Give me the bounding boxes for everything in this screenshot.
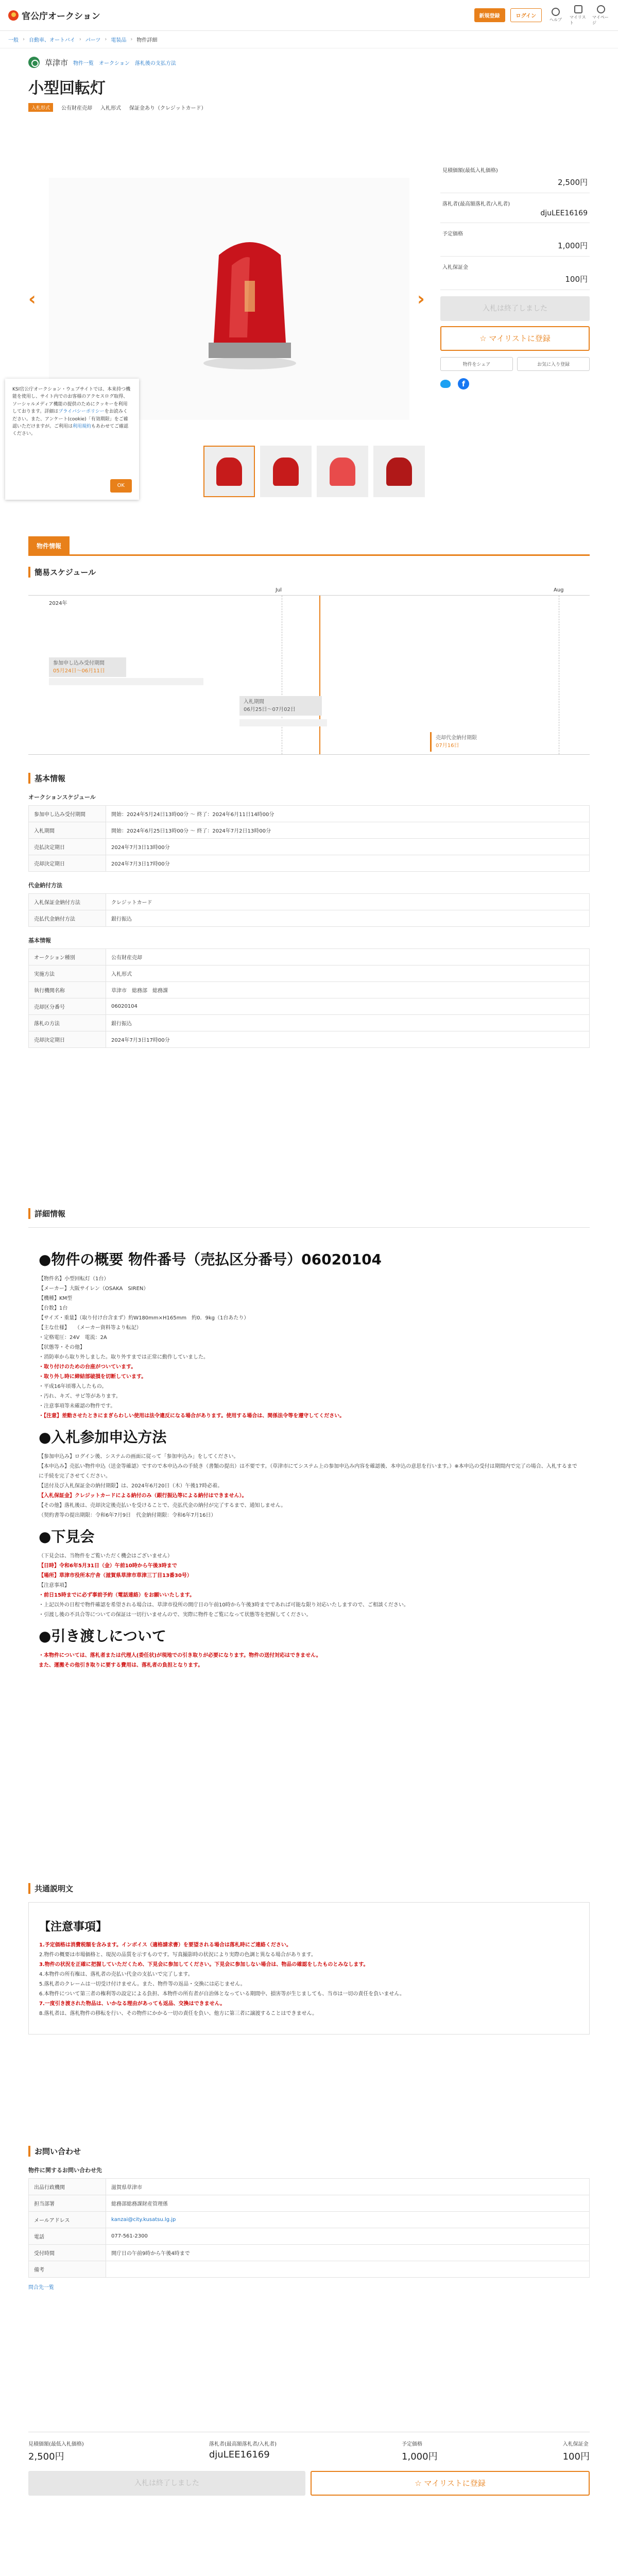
price-column: 落札者(最高額落札者/入札者) djuLEE16169 bbox=[209, 2442, 277, 2460]
tag: 公有財産売却 bbox=[61, 106, 93, 111]
detail-heading: ●物件の概要 物件番号（売払区分番号）06020104 bbox=[39, 1251, 382, 1268]
cookie-ok-button[interactable]: OK bbox=[110, 479, 132, 493]
payment-table: 入札保証金納付方法 クレジットカード 売払代金納付方法 銀行振込 bbox=[28, 893, 590, 927]
breadcrumb-item[interactable]: パーツ bbox=[85, 38, 101, 43]
municipality-items-link[interactable]: 物件一覧 bbox=[73, 60, 94, 66]
tab-bar bbox=[28, 533, 590, 556]
estimate-value: 1,000円 bbox=[558, 241, 588, 250]
thumbnail[interactable] bbox=[260, 446, 312, 497]
auction-type-badge: 入札形式 bbox=[28, 103, 53, 112]
facebook-icon[interactable]: f bbox=[458, 378, 469, 389]
notes-heading: 【注意事項】 bbox=[39, 1921, 108, 1934]
subheading: オークションスケジュール bbox=[28, 794, 96, 801]
basic-info-section bbox=[28, 773, 590, 1048]
mylist-link[interactable]: マイリスト bbox=[570, 5, 587, 26]
page-title: 小型回転灯 bbox=[28, 79, 106, 97]
deposit-value: 100円 bbox=[565, 275, 588, 284]
login-button[interactable]: ログイン bbox=[510, 8, 542, 22]
deposit-label: 入札保証金 bbox=[442, 265, 468, 270]
detail-heading: ●引き渡しについて bbox=[39, 1628, 166, 1645]
header bbox=[0, 0, 618, 31]
winner-label: 落札者(最高額落札者/入札者) bbox=[442, 201, 510, 207]
detail-heading: ●入札参加申込方法 bbox=[39, 1429, 167, 1446]
privacy-policy-link[interactable]: プライバシーポリシー bbox=[58, 409, 105, 415]
section-heading: お問い合わせ bbox=[28, 2146, 590, 2157]
price-column: 予定価格 1,000円 bbox=[402, 2442, 438, 2462]
terms-link[interactable]: 利用規約 bbox=[73, 423, 92, 429]
mypage-icon bbox=[597, 5, 605, 13]
timeline-event-payment: 売却代金納付期限 07月16日 bbox=[430, 732, 481, 752]
start-price-value: 2,500円 bbox=[558, 178, 588, 187]
bid-closed-button: 入札は終了しました bbox=[440, 296, 590, 321]
contact-table: 出品行政機関 滋賀県草津市 担当部署 総務部総務課財産管理係 メールアドレス kanzai@city.kusatsu.lg.jp 電話 077-561-2300 受付時間 開庁日の午前9時から午後4時まで 備考 bbox=[28, 2178, 590, 2278]
detail-body: ●物件の概要 物件番号（売払区分番号）06020104 【物件名】小型回転灯（1台） 【メーカー】大阪サイレン（OSAKA SIREN） 【機種】KM型 【台数】1台 【サイズ・重量】（取り付け台含まず）約W180mm×H165mm 約0．9kg（1台あたり） 【主な仕様】 （メーカー資料等より転記） ・定格電圧：24V 電流：2A 【状態等・その他】 ・消防車から取り外しました。取り外すまでは正常に動作していました。 ・取り付けのための台座がついています。 ・取り外し時に締結部破損を切断しています。 ・平成16年頃導入したもの。 ・汚れ、キズ、サビ等があります。 ・注意事項等未確認の物件です。 ・【注意】差動させたときにまぎらわしい使用は法令違反になる場合があります。使用する場合は、関係法令等を遵守してください。 ●入札参加申込方法 【参加申込み】ログイン後、システムの画面に従って「参加申込み」をしてください。 【本申込み】売払い物件申込（送金等確認）ですので本申込みの手続き（書類の提出）は不要です。（草津市にてシステム上の参加申込み内容を確認後、本申込の意思を行います。）※本申込の受付は期間内で完了の場合、入札するまでに手続を完了させてください。 【送付及び入札保証金の納付期限】は、2024年6月20日（木）午後17時必着。 【入札保証金】クレジットカードによる納付のみ（銀行振込等による納付はできません）。 【その他】落札後は、売却決定後売払いを受けることで、売払代金の納付が完了するまで、通知しません。 （契約書等の提出期限：令和6年7月9日 代金納付期限：令和6年7月16日） ●下見会 （下見会は、当物件をご覧いただく機会はございません） 【日時】令和6年5月31日（金）午前10時から午後3時まで 【場所】草津市役所本庁舎（滋賀県草津市草津三丁目13番30号） 【注意事項】 ・前日15時までに必ず事前予約（電話連絡）をお願いいたします。 ・上記以外の日程で物件確認を希望される場合は、草津市役所の開庁日の午前10時から午後3時までであれば可能な限り対応いたしますので、ご相談ください。 ・引渡し後の不具合等についての保証は一切行いませんので、実際に物件をご覧になって状態等を把握してください。 ●引き渡しについて ・本物件については、落札者または代理人(委任状)が現地での引き取りが必要になります。物件の送付対応はできません。 また、運搬その他引き取りに要する費用は、落札者の負担となります。 bbox=[28, 1227, 590, 1686]
detail-heading: ●下見会 bbox=[39, 1528, 95, 1545]
subheading: 代金納付方法 bbox=[28, 882, 62, 889]
basic-table: オークション種別 公有財産売却 実施方法 入札形式 執行機関名称 草津市 総務部 総務課 売却区分番号 06020104 落札の方法 銀行振込 売却決定期日 2024年7月3日17時00分 bbox=[28, 948, 590, 1048]
timeline-today-marker bbox=[319, 596, 320, 754]
notes-body: 【注意事項】 1.予定価格は消費税額を含みます。インボイス（適格請求書）を要望される場合は落札時にご連絡ください。 2.物件の概要は市場価格と、現況の品質を示すものです。写真撮影時の状況により実際の色調と異なる場合があります。 3.物件の状況を正確に把握していただくため、下見会に参加してください。下見会に参加しない場合は、物品の確認をしたものとみなします。 4.本物件の所有権は、落札者の売払い代金の支払いで完了します。 5.落札者のクレームは一切受け付けません。また、物件等の返品・交換には応じません。 6.本物件について第三者の権利等の設定による負担、本物件の所有者が自治体となっている期間中、損害等が生じましても、当市は一切の責任を負いません。 7.一度引き渡された物品は、いかなる理由があっても返品、交換はできません。 8.落札者は、落札物件の移転を行い、その物件にかかる一切の責任を負い、他方に第三者に譲渡することはできません。 bbox=[28, 1902, 590, 2035]
timeline bbox=[28, 587, 590, 755]
section-heading: 詳細情報 bbox=[28, 1208, 590, 1219]
price-column: 見積価額(最低入札価格) 2,500円 bbox=[28, 2442, 84, 2462]
mypage-link[interactable]: マイページ bbox=[592, 5, 610, 26]
logo-icon bbox=[8, 10, 19, 21]
subheading: 基本情報 bbox=[28, 937, 51, 944]
price-panel bbox=[440, 160, 590, 389]
prev-image-arrow-icon[interactable]: ‹ bbox=[28, 289, 36, 310]
contact-section bbox=[28, 2146, 590, 2291]
winner-value: djuLEE16169 bbox=[540, 209, 588, 217]
breadcrumb-item[interactable]: 電装品 bbox=[111, 38, 127, 43]
contact-list-link[interactable]: 問合先一覧 bbox=[28, 2285, 54, 2291]
twitter-icon[interactable] bbox=[440, 380, 451, 388]
mylist-icon bbox=[574, 5, 582, 13]
contact-email-link[interactable]: kanzai@city.kusatsu.lg.jp bbox=[106, 2212, 590, 2228]
schedule-table: 参加申し込み受付期間 開始：2024年5月24日13時00分 ～ 終了：2024年6月11日14時00分 入札期間 開始：2024年6月25日13時00分 ～ 終了：2024年7月2日13時00分 売払決定期日 2024年7月3日13時00分 売却決定期日 2024年7月3日17時00分 bbox=[28, 805, 590, 872]
tag: 入札形式 bbox=[100, 106, 122, 111]
breadcrumb-current: 物件詳細 bbox=[136, 38, 158, 43]
section-heading: 簡易スケジュール bbox=[28, 567, 590, 578]
auction-link[interactable]: オークション bbox=[99, 60, 130, 66]
item-tags bbox=[28, 103, 590, 112]
section-heading: 共通説明文 bbox=[28, 1883, 590, 1894]
municipality-bar bbox=[28, 57, 590, 68]
tag: 保証金あり（クレジットカード） bbox=[129, 106, 207, 111]
new-registration-button[interactable]: 新規登録 bbox=[474, 8, 505, 22]
schedule-section bbox=[28, 567, 590, 755]
common-notes-section bbox=[28, 1883, 590, 2035]
bottom-price-bar bbox=[28, 2432, 590, 2496]
thumbnail-strip bbox=[203, 446, 425, 497]
municipality-name[interactable]: 草津市 bbox=[45, 58, 68, 67]
detail-section bbox=[28, 1208, 590, 1686]
timeline-event-application: 参加申し込み受付期間 05月24日～06月11日 bbox=[49, 657, 126, 677]
breadcrumb: 一般 › 自動車、オートバイ › パーツ › 電装品 › 物件詳細 bbox=[0, 31, 618, 48]
timeline-month: Jul bbox=[276, 587, 282, 593]
municipality-emblem-icon bbox=[28, 57, 40, 68]
section-heading: 基本情報 bbox=[28, 773, 590, 784]
contact-org: 滋賀県草津市 bbox=[106, 2179, 590, 2195]
cookie-banner: KSI官公庁オークション・ウェブサイトでは、本来持つ機能を使用し、サイト内でのお客様のアクセスログ取得、ソーシャルメディア機能の提供のためにクッキーを利用しております。詳細はプライバシーポリシーをお読みください。また、アンケート(cookie)「有効期限」をご確認いただけますが。ご利用は利用規約もあわせてご確認ください。 OK bbox=[5, 379, 139, 500]
next-image-arrow-icon[interactable]: › bbox=[417, 289, 425, 310]
breadcrumb-item[interactable]: 自動車、オートバイ bbox=[29, 38, 75, 43]
favorite-button[interactable]: お気に入り登録 bbox=[517, 357, 590, 371]
timeline-year: 2024年 bbox=[49, 601, 67, 606]
thumbnail[interactable] bbox=[203, 446, 255, 497]
timeline-month: Aug bbox=[554, 587, 564, 593]
site-logo[interactable]: 官公庁オークション bbox=[8, 9, 100, 22]
help-link[interactable]: ヘルプ bbox=[547, 8, 564, 23]
timeline-event-bidding: 入札期間 06月25日～07月02日 bbox=[239, 696, 322, 716]
subheading: 物件に関するお問い合わせ先 bbox=[28, 2167, 102, 2174]
add-to-mylist-button[interactable]: ☆ マイリストに登録 bbox=[311, 2471, 590, 2496]
payment-method-link[interactable]: 落札後の支払方法 bbox=[134, 60, 176, 66]
breadcrumb-item[interactable]: 一般 bbox=[8, 38, 19, 43]
estimate-label: 予定価格 bbox=[442, 231, 463, 237]
tab-item-info[interactable]: 物件情報 bbox=[28, 536, 70, 555]
thumbnail[interactable] bbox=[317, 446, 368, 497]
start-price-label: 見積価額(最低入札価格) bbox=[442, 168, 498, 174]
price-column: 入札保証金 100円 bbox=[562, 2442, 590, 2462]
add-to-mylist-button[interactable]: ☆ マイリストに登録 bbox=[440, 326, 590, 351]
rotating-lamp-photo bbox=[188, 219, 312, 374]
bid-closed-button: 入札は終了しました bbox=[28, 2471, 305, 2496]
thumbnail[interactable] bbox=[373, 446, 425, 497]
share-button[interactable]: 物件をシェア bbox=[440, 357, 513, 371]
help-icon bbox=[552, 8, 560, 16]
